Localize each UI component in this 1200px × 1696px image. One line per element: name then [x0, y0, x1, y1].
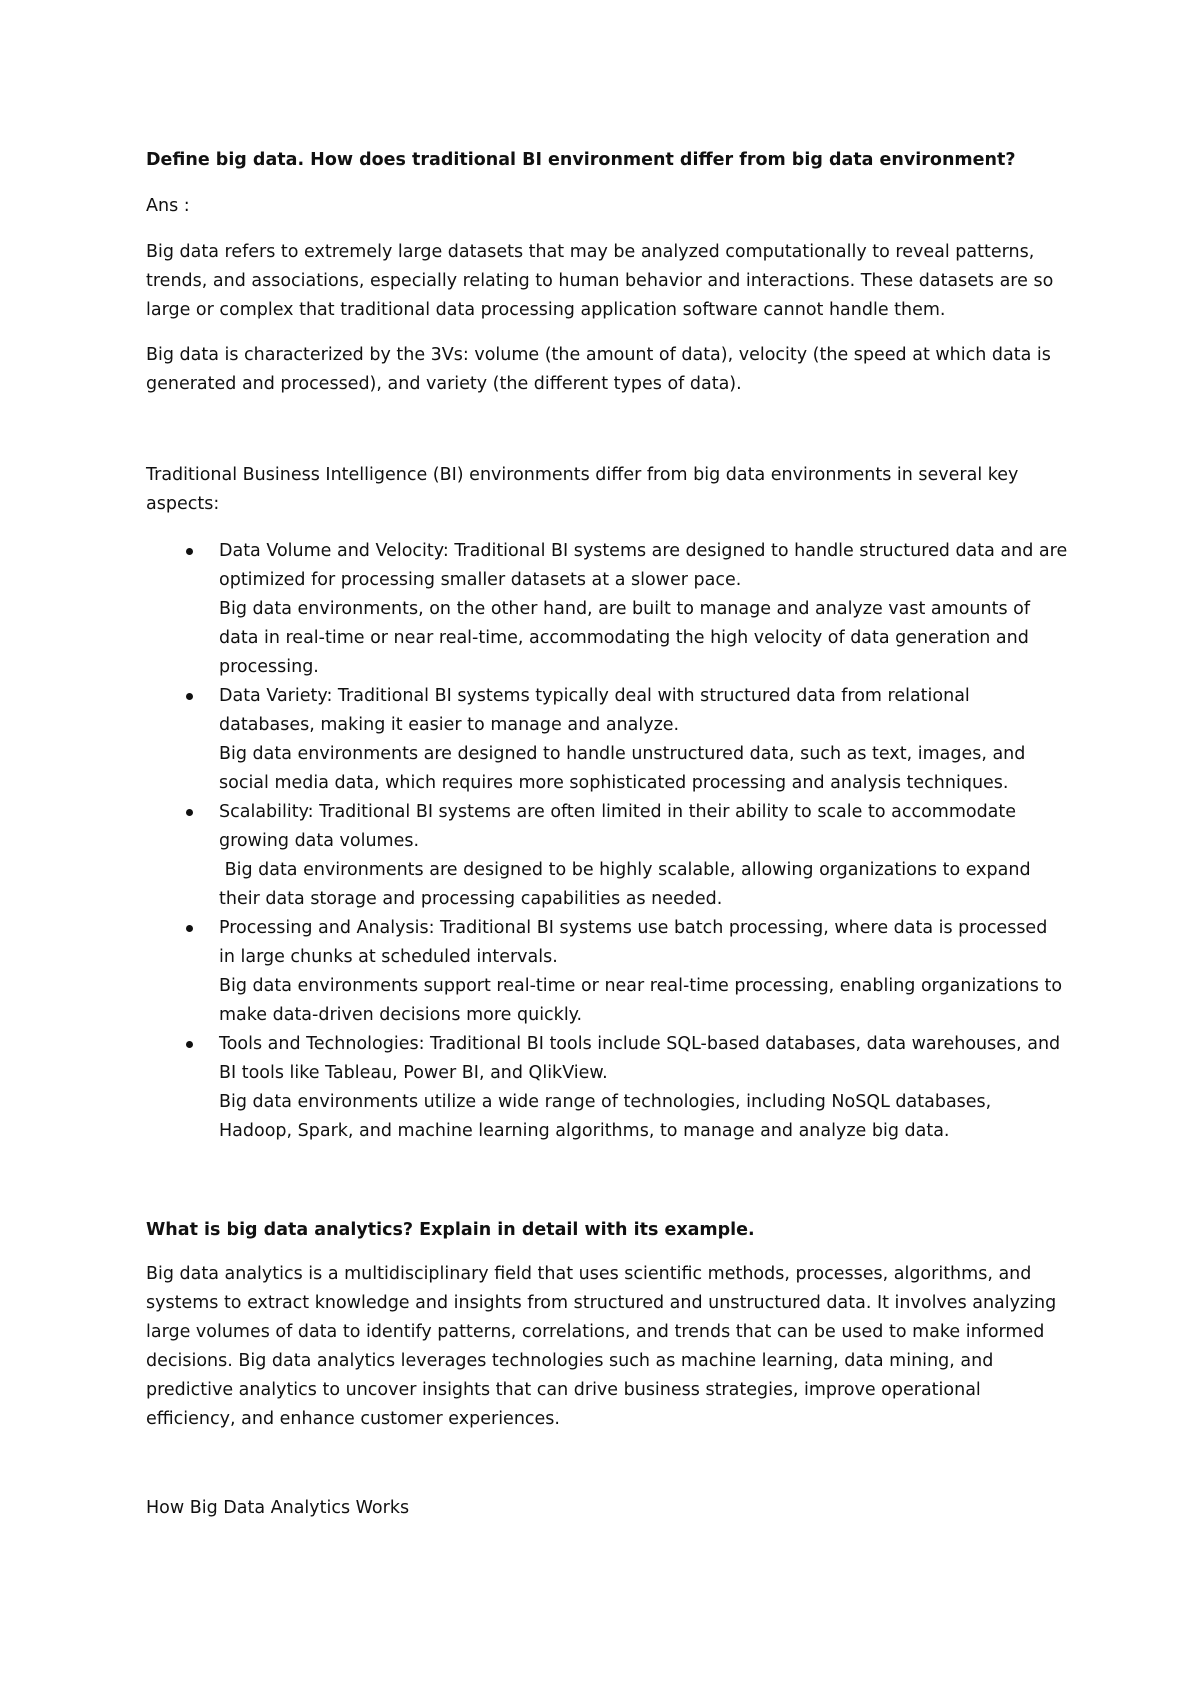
list-item-text: Tools and Technologies: Traditional BI tools include SQL-based databases, data warehouses, and BI tools like Tableau, Power BI, and QlikView.: [219, 1034, 1061, 1083]
list-item-text: Big data environments are designed to handle unstructured data, such as text, images, and social media data, which requires more sophisticated processing and analysis techniques.: [219, 744, 1026, 793]
bullet-dot-icon: [186, 548, 193, 555]
list-item-text: Big data environments are designed to be highly scalable, allowing organizations to expand their data storage and processing capabilities as needed.: [219, 860, 1037, 909]
how-analytics-works-subheading: How Big Data Analytics Works: [146, 1498, 410, 1518]
bi-vs-big-data-list: [146, 537, 1068, 1146]
question-1-heading: Define big data. How does traditional BI environment differ from big data environment?: [146, 150, 1016, 170]
list-item: [146, 682, 1068, 798]
bi-comparison-intro: Traditional Business Intelligence (BI) environments differ from big data environments in several key aspects:: [146, 465, 1019, 514]
big-data-analytics-paragraph: Big data analytics is a multidisciplinary field that uses scientific methods, processes, algorithms, and systems to extract knowledge and insights from structured and unstructured data. It involves analyzing large volumes of data to identify patterns, correlations, and trends that can be used to make informed decisions. Big data analytics leverages technologies such as machine learning, data mining, and predictive analytics to uncover insights that can drive business strategies, improve operational efficiency, and enhance customer experiences.: [146, 1264, 1057, 1429]
list-item: [146, 537, 1068, 682]
list-item: [146, 914, 1068, 1030]
list-item-text: Data Volume and Velocity: Traditional BI systems are designed to handle structured data and are optimized for processing smaller datasets at a slower pace.: [219, 541, 1068, 590]
bullet-dot-icon: [186, 925, 193, 932]
list-item-text: Big data environments, on the other hand, are built to manage and analyze vast amounts of data in real-time or near real-time, accommodating the high velocity of data generation and processing.: [219, 599, 1030, 677]
bullet-dot-icon: [186, 809, 193, 816]
big-data-definition-paragraph: Big data refers to extremely large datasets that may be analyzed computationally to reveal patterns, trends, and associations, especially relating to human behavior and interactions. These datasets are so large or complex that traditional data processing application software cannot handle them.: [146, 242, 1054, 320]
list-item: [146, 798, 1068, 914]
list-item-text: Big data environments support real-time or near real-time processing, enabling organizations to make data-driven decisions more quickly.: [219, 976, 1063, 1025]
bullet-dot-icon: [186, 1041, 193, 1048]
list-item-text: Data Variety: Traditional BI systems typically deal with structured data from relational databases, making it easier to manage and analyze.: [219, 686, 970, 735]
bullet-dot-icon: [186, 693, 193, 700]
list-item-text: Scalability: Traditional BI systems are often limited in their ability to scale to accommodate growing data volumes.: [219, 802, 1017, 851]
three-vs-paragraph: Big data is characterized by the 3Vs: volume (the amount of data), velocity (the speed at which data is generated and processed), and variety (the different types of data).: [146, 345, 1051, 394]
question-2-heading: What is big data analytics? Explain in detail with its example.: [146, 1220, 755, 1240]
list-item-text: Big data environments utilize a wide range of technologies, including NoSQL databases, Hadoop, Spark, and machine learning algorithms, to manage and analyze big data.: [219, 1092, 992, 1141]
list-item: [146, 1030, 1068, 1146]
answer-label: Ans :: [146, 196, 190, 216]
list-item-text: Processing and Analysis: Traditional BI systems use batch processing, where data is processed in large chunks at scheduled intervals.: [219, 918, 1048, 967]
